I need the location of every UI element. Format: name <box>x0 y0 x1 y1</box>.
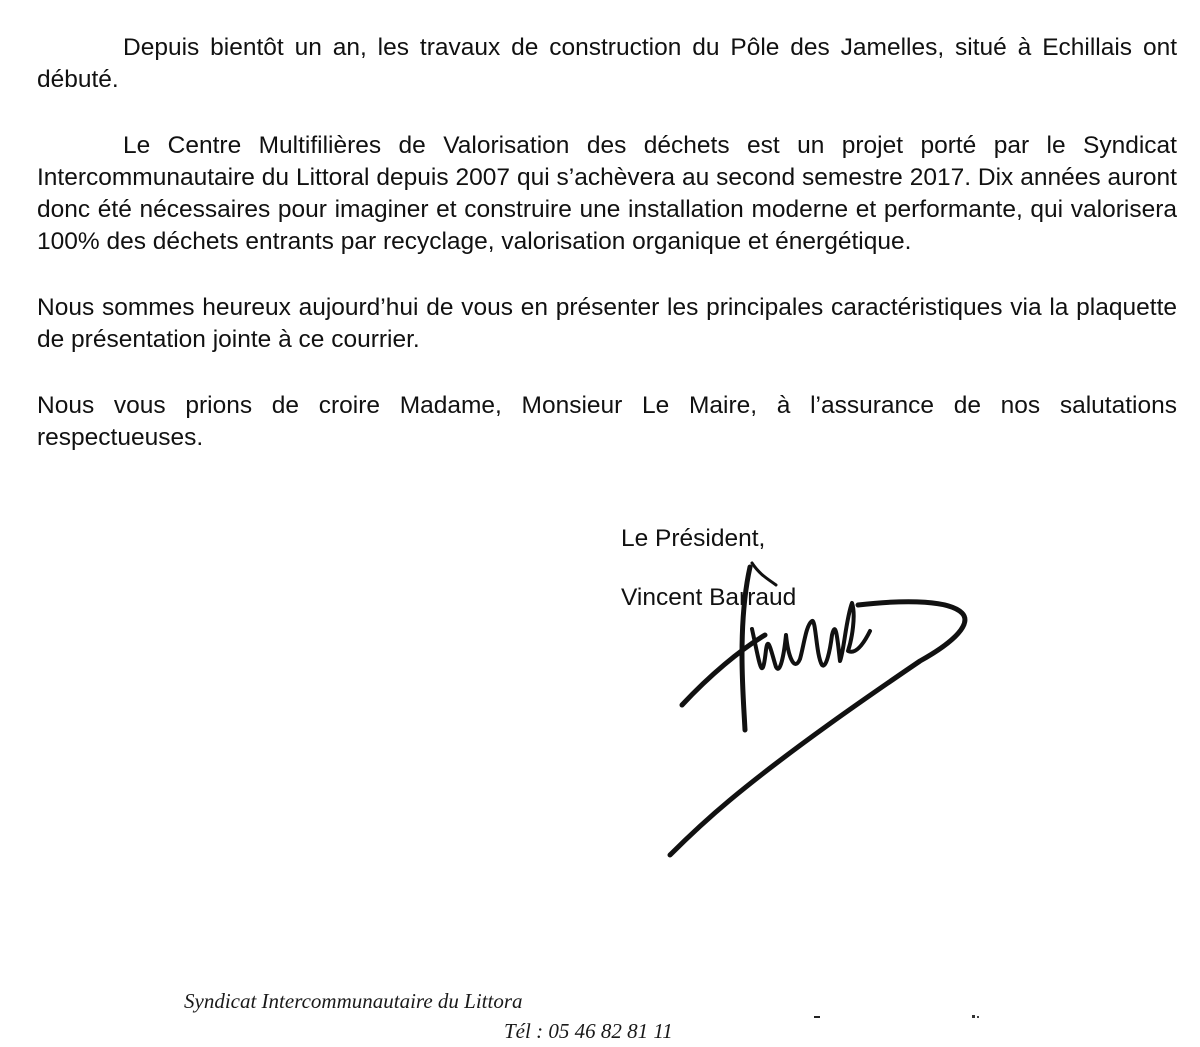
paragraph-intro: Depuis bientôt un an, les travaux de construction du Pôle des Jamelles, situé à Echillais ont débuté. <box>37 34 1177 93</box>
handwritten-signature <box>590 555 1010 875</box>
paragraph-project: Le Centre Multifilières de Valorisation des déchets est un projet porté par le Syndicat Intercommunautaire du Littoral depuis 2007 qui s’achèvera au second semestre 2017. Dix années auront donc été nécessaires pour imaginer et construire une installation moderne et performante, qui valorisera 100% des déchets entrants par recyclage, valorisation organique et énergétique. <box>37 132 1177 255</box>
scan-specks <box>800 1005 1000 1035</box>
paragraph-salutation: Nous vous prions de croire Madame, Monsieur Le Maire, à l’assurance de nos salutations respectueuses. <box>37 392 1177 451</box>
signer-name: Vincent Barraud <box>621 584 797 611</box>
footer-organization: Syndicat Intercommunautaire du Littora <box>184 989 523 1013</box>
signer-title: Le Président, <box>621 525 766 552</box>
footer-phone: Tél : 05 46 82 81 11 <box>504 1019 673 1043</box>
letter-body <box>37 32 1177 488</box>
paragraph-presentation: Nous sommes heureux aujourd’hui de vous en présenter les principales caractéristiques via la plaquette de présentation jointe à ce courrier. <box>37 294 1177 353</box>
footer <box>184 986 673 1046</box>
